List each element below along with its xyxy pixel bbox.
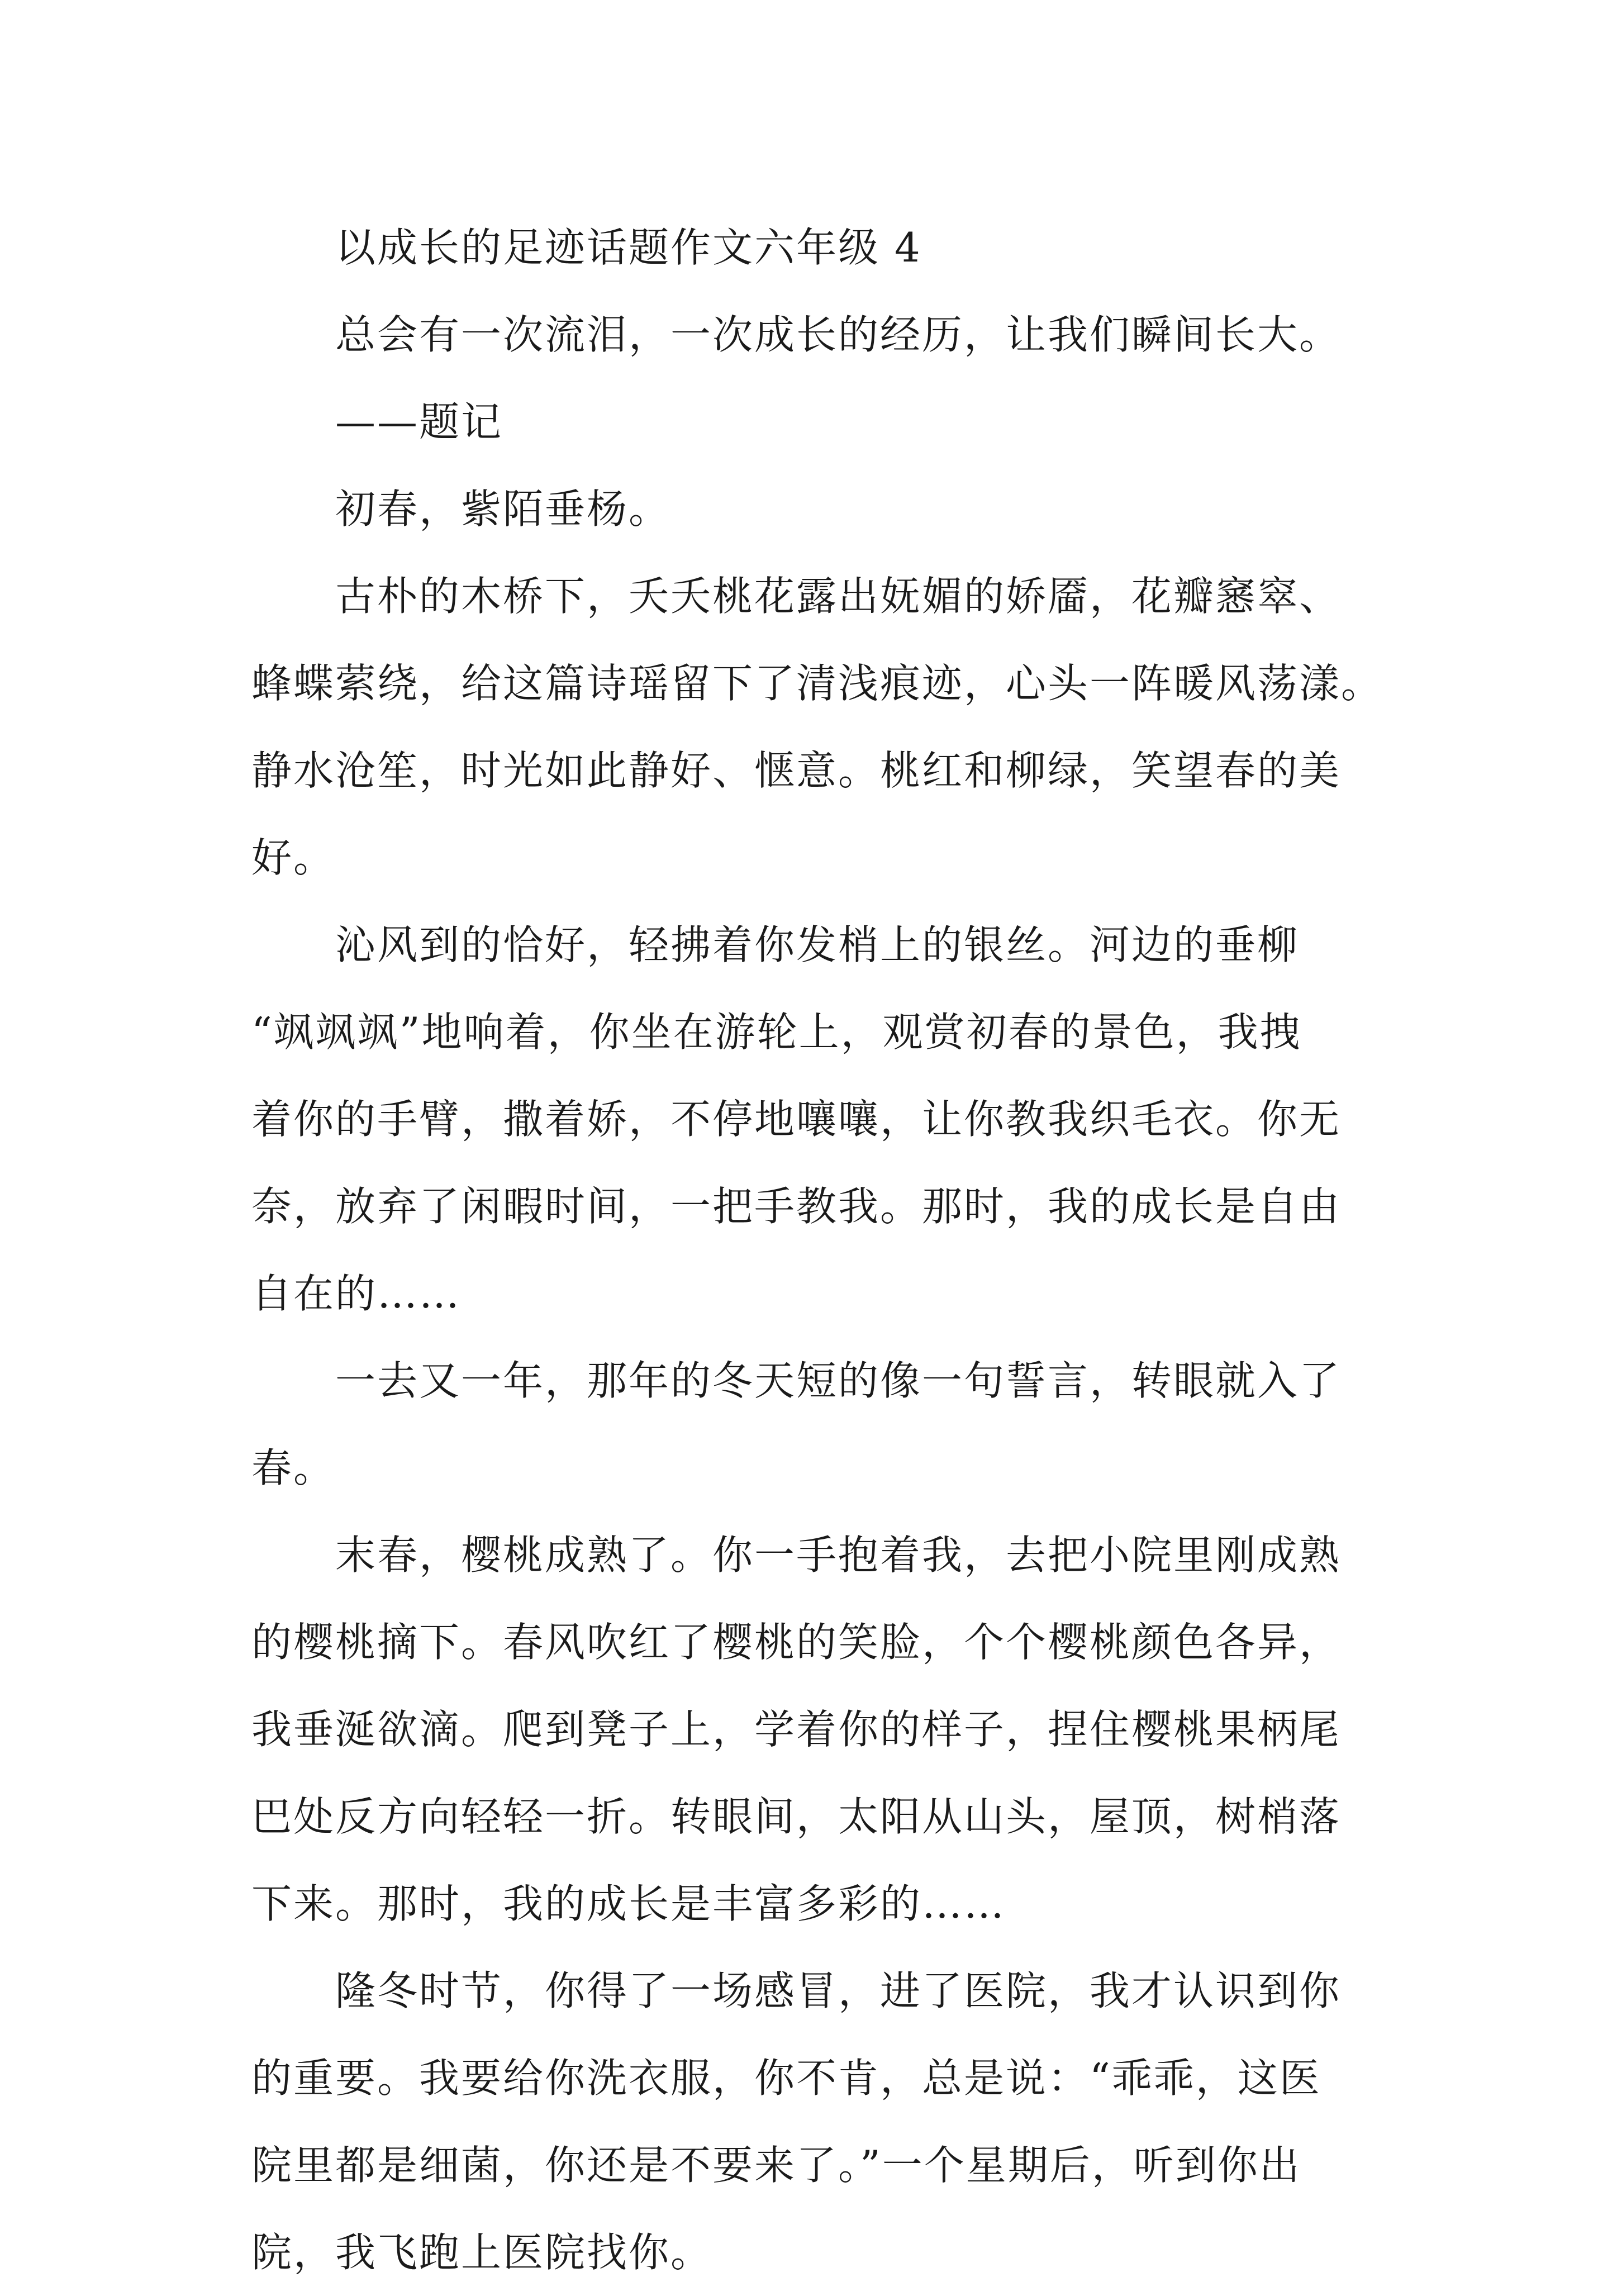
text-line: 院，我飞跑上医院找你。 bbox=[251, 2229, 713, 2276]
text-line: 着你的手臂，撒着娇，不停地嚷嚷，让你教我织毛衣。你无 bbox=[251, 1096, 1342, 1143]
text-line: 春。 bbox=[251, 1444, 336, 1491]
text-line: 隆冬时节，你得了一场感冒，进了医院，我才认识到你 bbox=[335, 1967, 1342, 2014]
text-line: 我垂涎欲滴。爬到凳子上，学着你的样子，捏住樱桃果柄尾 bbox=[251, 1706, 1342, 1753]
text-line: 蜂蝶萦绕，给这篇诗瑶留下了清浅痕迹，心头一阵暖风荡漾。 bbox=[251, 660, 1383, 707]
text-line: 静水沧笙，时光如此静好、惬意。桃红和柳绿，笑望春的美 bbox=[251, 747, 1342, 794]
text-line: 的重要。我要给你洗衣服，你不肯，总是说：“乖乖，这医 bbox=[251, 2055, 1321, 2102]
text-line: 自在的…… bbox=[251, 1270, 462, 1317]
text-line: 总会有一次流泪，一次成长的经历，让我们瞬间长大。 bbox=[335, 311, 1342, 358]
text-line: 末春，樱桃成熟了。你一手抱着我，去把小院里刚成熟 bbox=[335, 1532, 1342, 1579]
document-body bbox=[251, 204, 1383, 2296]
text-line: 院里都是细菌，你还是不要来了。”一个星期后，听到你出 bbox=[251, 2142, 1301, 2189]
text-line: 巴处反方向轻轻一折。转眼间，太阳从山头，屋顶，树梢落 bbox=[251, 1793, 1342, 1840]
text-line: 初春，紫陌垂杨。 bbox=[335, 486, 671, 533]
text-line: 古朴的木桥下，夭夭桃花露出妩媚的娇靥，花瓣窸窣、 bbox=[335, 573, 1342, 620]
document-title: 以成长的足迹话题作文六年级 4 bbox=[335, 224, 922, 271]
text-line: 一去又一年，那年的冬天短的像一句誓言，转眼就入了 bbox=[335, 1357, 1342, 1404]
text-line: 沁风到的恰好，轻拂着你发梢上的银丝。河边的垂柳 bbox=[335, 921, 1300, 968]
text-line: “飒飒飒”地响着，你坐在游轮上，观赏初春的景色，我拽 bbox=[251, 1009, 1302, 1056]
text-line: 好。 bbox=[251, 834, 336, 881]
text-line: 的樱桃摘下。春风吹红了樱桃的笑脸，个个樱桃颜色各异， bbox=[251, 1619, 1342, 1666]
text-line: 奈，放弃了闲暇时间，一把手教我。那时，我的成长是自由 bbox=[251, 1183, 1342, 1230]
text-line: 下来。那时，我的成长是丰富多彩的…… bbox=[251, 1880, 1006, 1927]
text-line: ——题记 bbox=[335, 398, 503, 445]
